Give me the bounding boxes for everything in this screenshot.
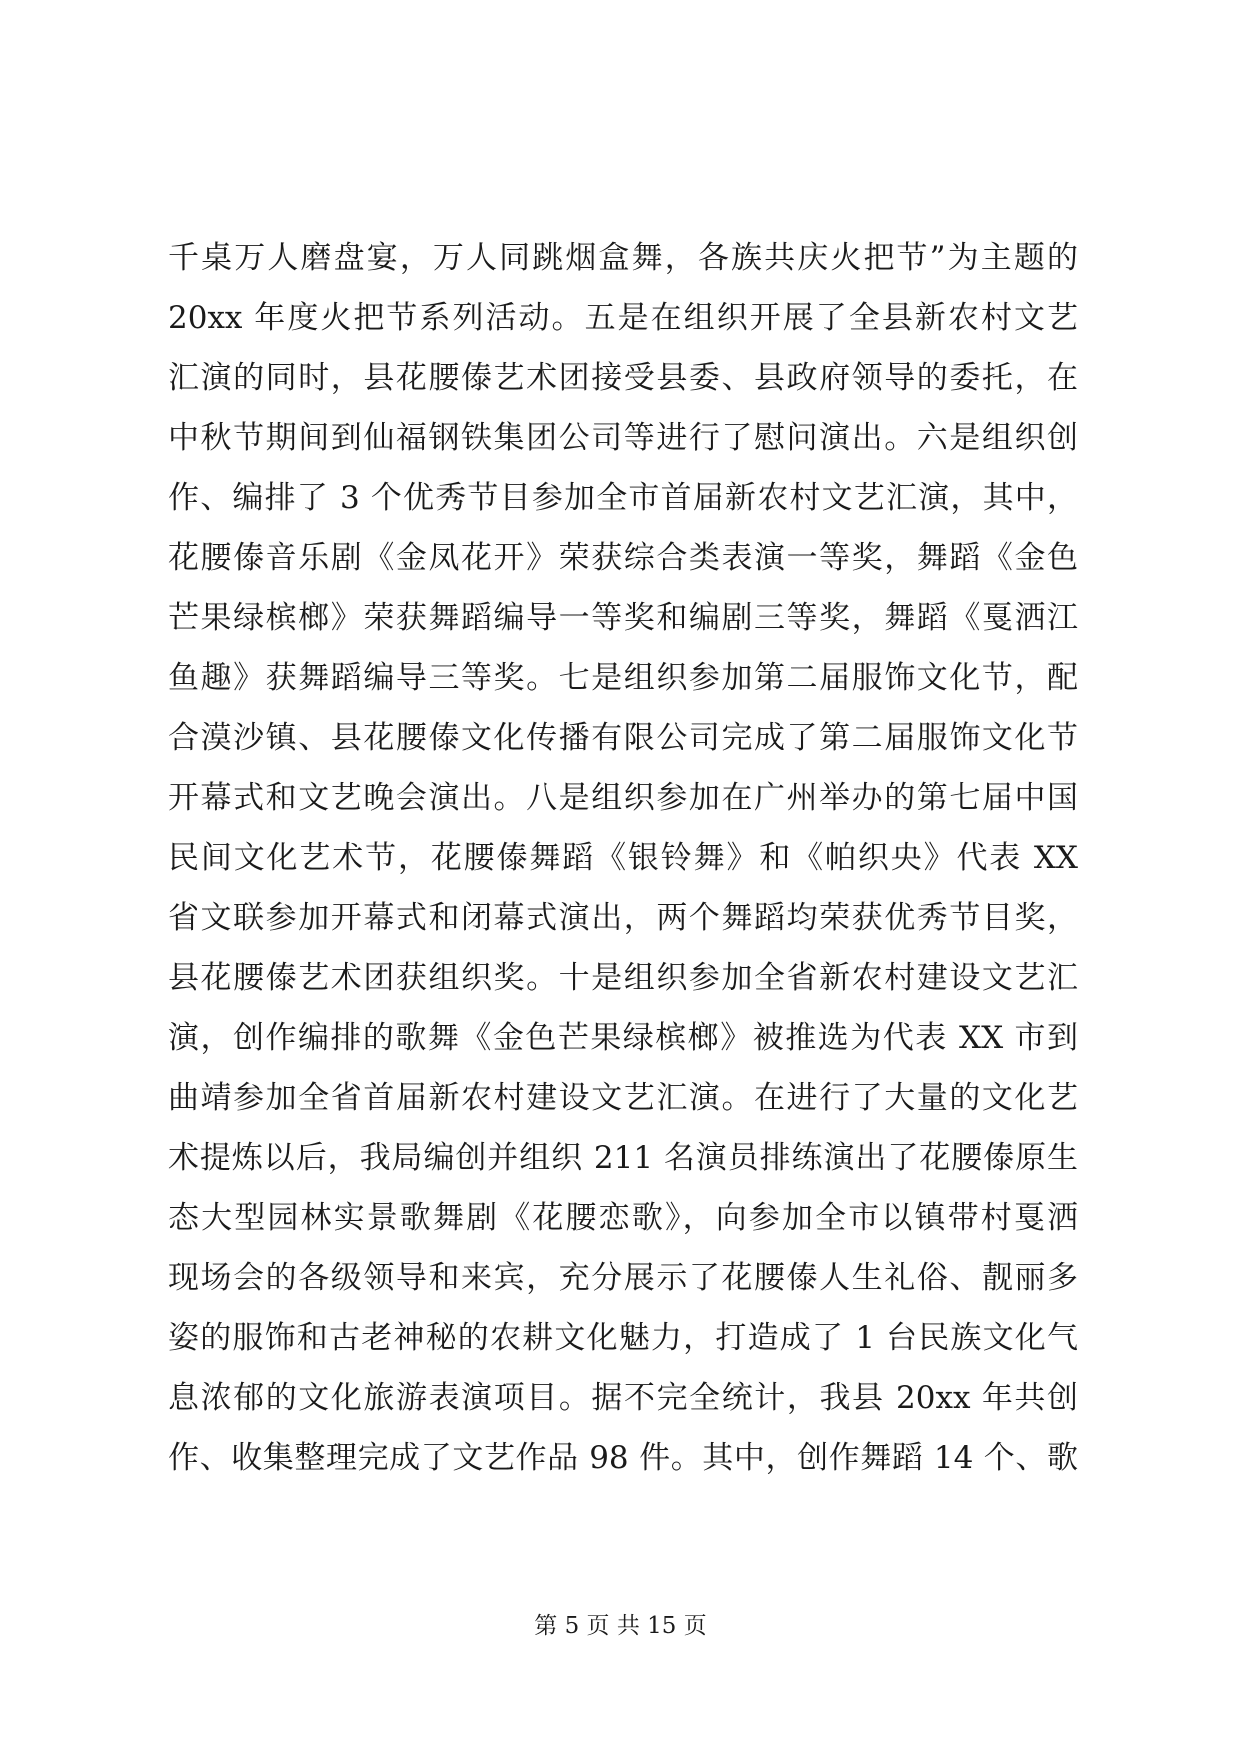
text-line: 省文联参加开幕式和闭幕式演出，两个舞蹈均荣获优秀节目奖， [168, 900, 1078, 936]
text-line: 鱼趣》获舞蹈编导三等奖。七是组织参加第二届服饰文化节，配 [168, 660, 1078, 696]
text-line: 芒果绿槟榔》荣获舞蹈编导一等奖和编剧三等奖，舞蹈《戛洒江 [168, 600, 1078, 636]
text-line: 息浓郁的文化旅游表演项目。据不完全统计，我县 20xx 年共创 [168, 1380, 1078, 1416]
text-line: 花腰傣音乐剧《金凤花开》荣获综合类表演一等奖，舞蹈《金色 [168, 540, 1078, 576]
page-number-footer: 第 5 页 共 15 页 [534, 1613, 707, 1639]
text-line: 姿的服饰和古老神秘的农耕文化魅力，打造成了 1 台民族文化气 [168, 1320, 1078, 1356]
text-line: 现场会的各级领导和来宾，充分展示了花腰傣人生礼俗、靓丽多 [168, 1260, 1078, 1296]
text-line: 态大型园林实景歌舞剧《花腰恋歌》，向参加全市以镇带村戛洒 [168, 1200, 1078, 1236]
text-line: 20xx 年度火把节系列活动。五是在组织开展了全县新农村文艺 [168, 300, 1078, 336]
text-line: 作、编排了 3 个优秀节目参加全市首届新农村文艺汇演，其中， [168, 480, 1078, 516]
text-line: 千桌万人磨盘宴，万人同跳烟盒舞，各族共庆火把节”为主题的 [168, 240, 1078, 276]
text-line: 术提炼以后，我局编创并组织 211 名演员排练演出了花腰傣原生 [168, 1140, 1078, 1176]
text-line: 县花腰傣艺术团获组织奖。十是组织参加全省新农村建设文艺汇 [168, 960, 1078, 996]
text-line: 汇演的同时，县花腰傣艺术团接受县委、县政府领导的委托，在 [168, 360, 1078, 396]
body-text [168, 228, 1078, 1488]
text-line: 曲靖参加全省首届新农村建设文艺汇演。在进行了大量的文化艺 [168, 1080, 1078, 1116]
text-line: 中秋节期间到仙福钢铁集团公司等进行了慰问演出。六是组织创 [168, 420, 1078, 456]
text-line: 合漠沙镇、县花腰傣文化传播有限公司完成了第二届服饰文化节 [168, 720, 1078, 756]
text-line: 民间文化艺术节，花腰傣舞蹈《银铃舞》和《帕织央》代表 XX [168, 840, 1078, 876]
text-line: 演，创作编排的歌舞《金色芒果绿槟榔》被推选为代表 XX 市到 [168, 1020, 1078, 1056]
text-line: 开幕式和文艺晚会演出。八是组织参加在广州举办的第七届中国 [168, 780, 1078, 816]
text-line: 作、收集整理完成了文艺作品 98 件。其中，创作舞蹈 14 个、歌 [168, 1440, 1078, 1476]
